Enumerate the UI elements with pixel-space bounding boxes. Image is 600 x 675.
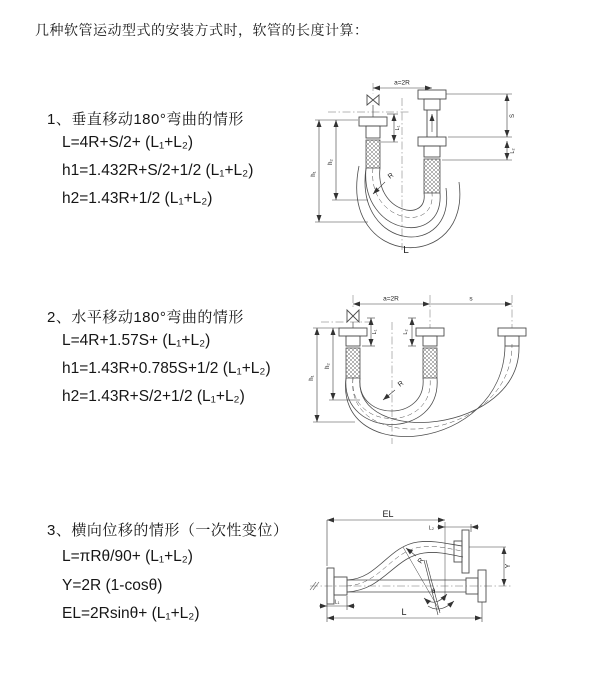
diagram-horizontal-180-bend [305,282,555,462]
section-3-formula-Y: Y=2R (1-cosθ) [62,577,163,594]
dim-label-r: R [386,171,396,181]
dim-s-l2 [432,94,512,160]
section-2-formula-h1: h1=1.43R+0.785S+1/2 (L₁+L₂) [62,360,271,377]
dim-label-y: Y [505,563,512,569]
dim-label-r: R [396,379,406,389]
dim-label-l2: L₂ [510,148,516,154]
dim-label-theta: θ [432,589,436,595]
page-title: 几种软管运动型式的安装方式时，软管的长度计算： [35,22,369,38]
dim-label-a2r: a=2R [394,79,410,87]
section-3-formula-EL: EL=2Rsinθ+ (L₁+L₂) [62,605,200,622]
dim-h1-h2 [315,120,368,222]
angle-theta [424,560,454,615]
dim-label-l: L [403,245,409,256]
dim-label-el: EL [382,509,394,519]
right-braided-hose [424,159,440,193]
dim-label-s: S [510,113,516,119]
dim-label-l1: L₁ [334,599,340,606]
dim-label-h1: h₁ [311,171,317,177]
section-3-formula-L: L=πRθ/90+ (L₁+L₂) [62,548,193,565]
section-1-formula-L: L=4R+S/2+ (L₁+L₂) [62,134,194,151]
dim-label-l1: L₁ [395,125,401,131]
left-flange [359,117,387,138]
dim-label-s: s [469,295,473,303]
left-braided-hose [366,140,380,168]
dim-label-h2: h₂ [328,159,334,165]
flanges [339,328,526,346]
dim-label-l2: L₂ [428,525,434,532]
diagram-lateral-displacement [300,500,595,650]
dim-label-l2: L₂ [403,329,409,335]
section-1-formula-h2: h2=1.43R+1/2 (L₁+L₂) [62,190,213,207]
section-1-formula-h1: h1=1.432R+S/2+1/2 (L₁+L₂) [62,162,254,179]
displaced-flange [454,530,469,573]
dim-label-l: L [401,607,407,617]
valve-icon [347,310,359,322]
valve-icon [367,95,379,105]
section-2-formula-L: L=4R+1.57S+ (L₁+L₂) [62,332,211,349]
dim-label-h2: h₂ [325,363,331,369]
section-3-heading: 3、横向位移的情形（一次性变位） [47,522,289,539]
section-1-heading: 1、垂直移动180°弯曲的情形 [47,111,244,128]
section-2-heading: 2、水平移动180°弯曲的情形 [47,309,244,326]
left-braided-hose [346,348,360,378]
section-2-formula-h2: h2=1.43R+S/2+1/2 (L₁+L₂) [62,388,245,405]
diagram-vertical-180-bend [310,70,540,265]
dim-label-r: R [416,556,426,566]
dim-el [327,520,445,600]
dim-l2 [437,524,479,532]
s-curve-hose [347,541,463,592]
dim-label-h1: h₁ [309,375,315,381]
dim-label-l1: L₁ [372,329,378,335]
u-bend-hose [357,166,460,248]
middle-braided-hose [423,348,437,378]
dim-label-a2r: a=2R [383,295,399,303]
